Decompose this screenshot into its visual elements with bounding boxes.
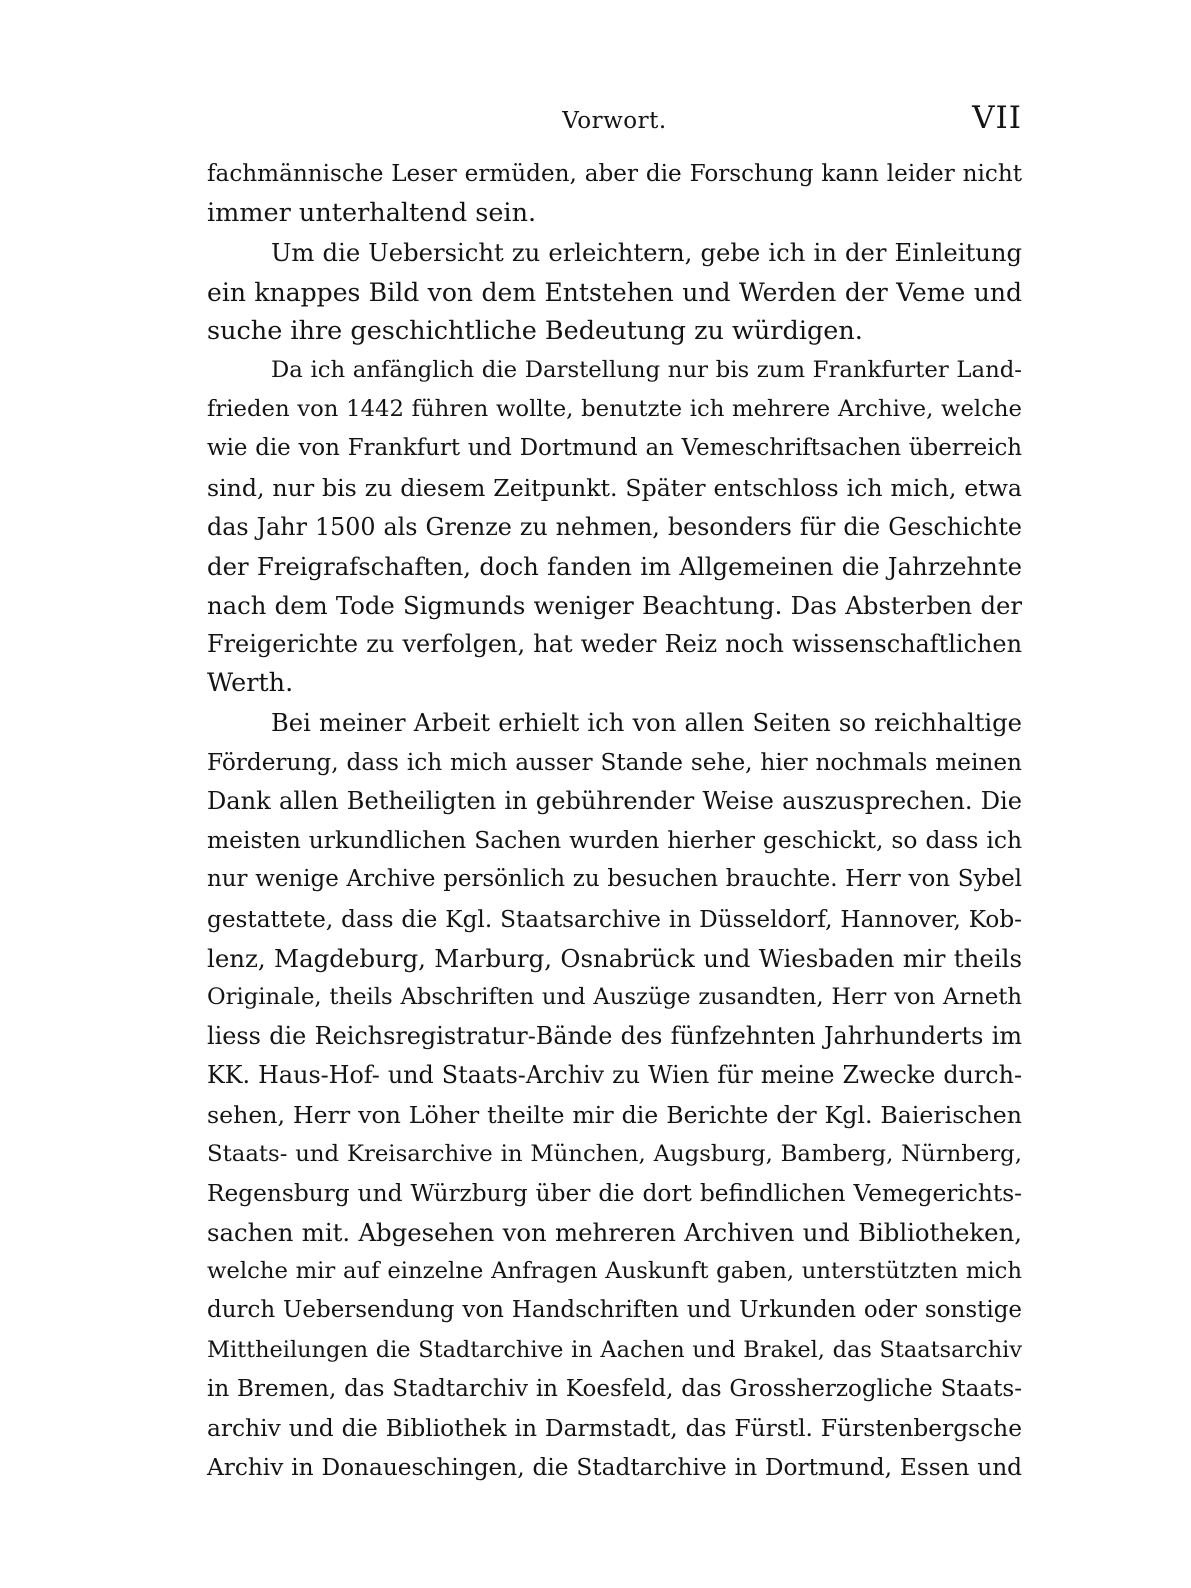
text-line: der Freigrafschaften, doch fanden im Allgemeinen die Jahrzehnte (207, 551, 1022, 581)
text-line: Dank allen Betheiligten in gebührender Weise auszusprechen. Die (207, 787, 1022, 815)
body-text (207, 155, 1022, 1487)
text-line: Originale, theils Abschriften und Auszüge zusandten, Herr von Arneth (207, 983, 1022, 1010)
paragraph (207, 155, 1022, 233)
text-line: welche mir auf einzelne Anfragen Auskunft gaben, unterstützten mich (207, 1258, 1022, 1285)
page-number: VII (972, 100, 1022, 136)
text-line: Werth. (207, 668, 294, 699)
text-line: Freigerichte zu verfolgen, hat weder Reiz noch wissenschaftlichen (207, 630, 1022, 659)
text-line: ein knappes Bild von dem Entstehen und Werden der Veme und (207, 277, 1022, 307)
text-line: Um die Uebersicht zu erleichtern, gebe ich in der Einleitung (271, 238, 1022, 268)
text-line: Regensburg und Würzburg über die dort befindlichen Vemegerichts- (207, 1179, 1022, 1207)
text-line: gestattete, dass die Kgl. Staatsarchive in Düsseldorf, Hannover, Kob- (207, 905, 1022, 933)
paragraph (207, 351, 1022, 704)
text-line: meisten urkundlichen Sachen wurden hierher geschickt, so dass ich (207, 826, 1022, 855)
text-line: Da ich anfänglich die Darstellung nur bis zum Frankfurter Land- (271, 356, 1022, 383)
text-line: liess die Reichsregistratur-Bände des fünfzehnten Jahrhunderts im (207, 1022, 1022, 1051)
text-line: fachmännische Leser ermüden, aber die Forschung kann leider nicht (207, 161, 1022, 187)
text-line: sachen mit. Abgesehen von mehreren Archiven und Bibliotheken, (207, 1218, 1022, 1248)
text-line: archiv und die Bibliothek in Darmstadt, das Fürstl. Fürstenbergsche (207, 1415, 1022, 1442)
text-line: Förderung, dass ich mich ausser Stande sehe, hier nochmals meinen (207, 748, 1022, 776)
text-line: KK. Haus-Hof- und Staats-Archiv zu Wien für meine Zwecke durch- (207, 1061, 1022, 1090)
running-head-title: Vorwort. (562, 108, 667, 134)
paragraph (207, 233, 1022, 351)
running-head (207, 100, 1022, 148)
text-line: nach dem Tode Sigmunds weniger Beachtung. Das Absterben der (207, 591, 1022, 621)
text-line: sehen, Herr von Löher theilte mir die Berichte der Kgl. Baierischen (207, 1100, 1022, 1129)
text-line: durch Uebersendung von Handschriften und Urkunden oder sonstige (207, 1297, 1022, 1324)
text-line: frieden von 1442 führen wollte, benutzte ich mehrere Archive, welche (207, 396, 1022, 423)
text-line: in Bremen, das Stadtarchiv in Koesfeld, das Grossherzogliche Staats- (207, 1375, 1022, 1402)
text-line: wie die von Frankfurt und Dortmund an Vemeschriftsachen überreich (207, 435, 1022, 462)
text-line: nur wenige Archive persönlich zu besuchen brauchte. Herr von Sybel (207, 866, 1022, 893)
text-line: sind, nur bis zu diesem Zeitpunkt. Später entschloss ich mich, etwa (207, 473, 1022, 502)
text-line: lenz, Magdeburg, Marburg, Osnabrück und Wiesbaden mir theils (207, 943, 1022, 973)
text-line: Archiv in Donaueschingen, die Stadtarchive in Dortmund, Essen und (207, 1454, 1022, 1482)
text-line: Bei meiner Arbeit erhielt ich von allen Seiten so reichhaltige (271, 708, 1022, 737)
text-line: das Jahr 1500 als Grenze zu nehmen, besonders für die Geschichte (207, 512, 1022, 541)
text-line: suche ihre geschichtliche Bedeutung zu würdigen. (207, 315, 863, 346)
text-line: Staats- und Kreisarchive in München, Augsburg, Bamberg, Nürnberg, (207, 1140, 1022, 1167)
text-line: immer unterhaltend sein. (207, 198, 537, 229)
text-line: Mittheilungen die Stadtarchive in Aachen und Brakel, das Staatsarchiv (207, 1336, 1022, 1363)
paragraph (207, 704, 1022, 1488)
